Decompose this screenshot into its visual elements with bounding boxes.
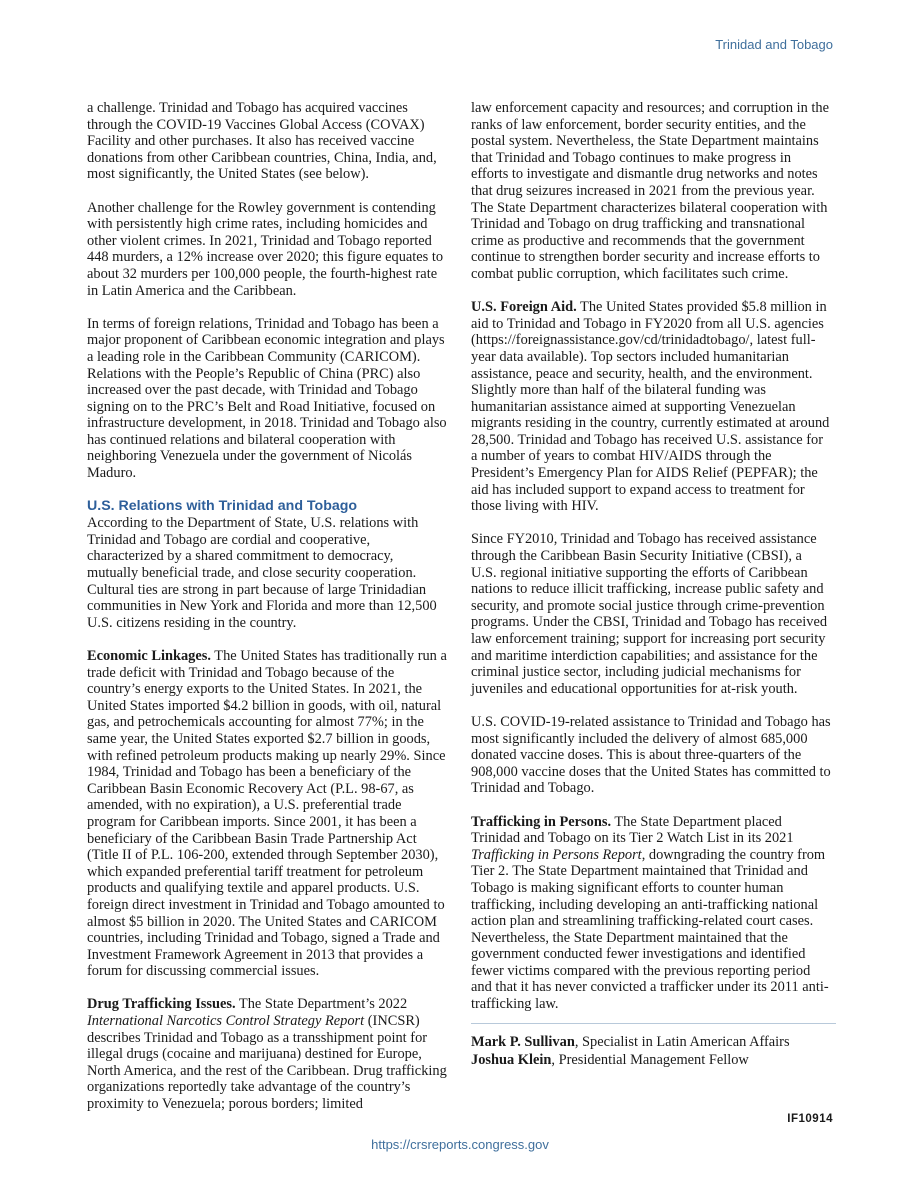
report-id: IF10914 — [787, 1113, 833, 1125]
paragraph-lead: Economic Linkages. — [87, 648, 211, 664]
paragraph-body: (INCSR) describes Trinidad and Tobago as a transshipment point for illegal drugs (cocaine and marijuana) destined for Europe, North America, and the rest of the Caribbean. Drug trafficking organizations reportedly take advantage of the country’s proximity to Venezuela; porous borders; limited — [87, 1013, 447, 1113]
paragraph-body: , downgrading the country from Tier 2. The State Department maintained that Trinidad and Tobago is making significant efforts to counter human trafficking, including developing an anti-trafficking national action plan and streamlining trafficking-related court cases. Nevertheless, the State Department maintained that the government conducted fewer investigations and identified fewer victims compared with the previous reporting period and that it has never convicted a trafficker under its 2011 anti-trafficking law. — [471, 846, 829, 1013]
right-column — [471, 100, 831, 1069]
author-name: Mark P. Sullivan — [471, 1033, 575, 1050]
paragraph: Since FY2010, Trinidad and Tobago has received assistance through the Caribbean Basin Security Initiative (CBSI), a U.S. regional initiative supporting the efforts of Caribbean nations to reduce illicit trafficking, increase public safety and security, and promote social justice through crime-prevention programs. Under the CBSI, Trinidad and Tobago has received law enforcement training; support for increasing port security and maritime interdiction capabilities; and assistance for the criminal justice sector, including judicial mechanisms for juveniles and educational opportunities for at-risk youth. — [471, 531, 828, 697]
footer-url-link[interactable]: https://crsreports.congress.gov — [371, 1137, 549, 1152]
paragraph-body: The United States provided $5.8 million in aid to Trinidad and Tobago in FY2020 from all U.S. agencies (https://foreignassistance.gov/cd/trinidadtobago/, latest full-year data available). Top sectors included humanitarian assistance, peace and security, health, and the environment. Slightly more than half of the bilateral funding was humanitarian assistance aimed at supporting Venezuelan migrants residing in the country, currently estimated at around 28,500. Trinidad and Tobago has received U.S. assistance for a number of years to combat HIV/AIDS through the President’s Emergency Plan for AIDS Relief (PEPFAR); the aid has included support to expand access to treatment for those living with HIV. — [471, 299, 830, 515]
author-block — [471, 1033, 831, 1069]
paragraph: In terms of foreign relations, Trinidad and Tobago has been a major proponent of Caribbean economic integration and plays a leading role in the Caribbean Community (CARICOM). Relations with the People’s Republic of China (PRC) also increased over the past decade, with Trinidad and Tobago signing on to the PRC’s Belt and Road Initiative, focused on infrastructure development, in 2018. Trinidad and Tobago also has continued relations and bilateral cooperation with neighboring Venezuela under the government of Nicolás Maduro. — [87, 315, 447, 482]
paragraph: U.S. COVID-19-related assistance to Trinidad and Tobago has most significantly included the delivery of almost 685,000 donated vaccine doses. This is about three-quarters of the 908,000 vaccine doses that the United States has committed to Trinidad and Tobago. — [471, 713, 831, 797]
paragraph-lead: Trafficking in Persons. — [471, 813, 612, 830]
paragraph: a challenge. Trinidad and Tobago has acquired vaccines through the COVID-19 Vaccines Global Access (COVAX) Facility and other purchases. It also has received vaccine donations from other Caribbean countries, China, India, and, most significantly, the United States (see below). — [87, 100, 437, 183]
report-title: International Narcotics Control Strategy Report — [87, 1013, 365, 1030]
section-heading: U.S. Relations with Trinidad and Tobago — [87, 498, 358, 515]
paragraph — [471, 814, 831, 1013]
paragraph — [87, 996, 447, 1112]
author-divider — [471, 1023, 836, 1024]
paragraph: law enforcement capacity and resources; and corruption in the ranks of law enforcement, border security entities, and the postal system. Nevertheless, the State Department maintains that Trinidad and Tobago continues to make progress in efforts to investigate and dismantle drug networks and notes that drug seizures increased in 2021 from the previous year. The State Department characterizes bilateral cooperation with Trinidad and Tobago on drug trafficking and transnational crime as productive and recommends that the government continue to strengthen border security and increase efforts to combat public corruption, which facilitates such crime. — [471, 100, 830, 282]
paragraph-lead: U.S. Foreign Aid. — [471, 299, 577, 316]
author-role: , Specialist in Latin American Affairs — [574, 1033, 790, 1050]
paragraph: According to the Department of State, U.S. relations with Trinidad and Tobago are cordial and cooperative, characterized by a shared commitment to democracy, mutually beneficial trade, and close security cooperation. Cultural ties are strong in part because of large Trinidadian communities in New York and Florida and more than 12,500 U.S. citizens residing in the country. — [87, 515, 437, 631]
left-column — [87, 100, 447, 1113]
paragraph-lead: Drug Trafficking Issues. — [87, 996, 236, 1013]
author-name: Joshua Klein — [471, 1051, 552, 1068]
author-line — [471, 1051, 831, 1069]
author-line — [471, 1033, 831, 1051]
paragraph-body: The State Department placed Trinidad and Tobago on its Tier 2 Watch List in its 2021 — [471, 813, 794, 847]
author-role: , Presidential Management Fellow — [551, 1051, 749, 1068]
report-title: Trafficking in Persons Report — [471, 846, 642, 863]
paragraph — [471, 299, 831, 515]
paragraph-body: The State Department’s 2022 — [235, 996, 408, 1013]
paragraph: Another challenge for the Rowley government is contending with persistently high crime rates, including homicides and other violent crimes. In 2021, Trinidad and Tobago reported 448 murders, a 12% increase over 2020; this figure equates to about 32 murders per 100,000 people, the fourth-highest rate in Latin America and the Caribbean. — [87, 199, 444, 299]
running-header-title: Trinidad and Tobago — [715, 37, 833, 52]
paragraph-body: The United States has traditionally run a trade deficit with Trinidad and Tobago because of the country’s energy exports to the United States. In 2021, the United States imported $4.2 billion in goods, with oil, natural gas, and petrochemicals accounting for almost 77%; in the same year, the United States exported $2.7 billion in goods, with refined petroleum products making up nearly 29%. Since 1984, Trinidad and Tobago has been a beneficiary of the Caribbean Basin Economic Recovery Act (P.L. 98-67, as amended, with no expiration), a U.S. preferential trade program for Caribbean imports. Since 2001, it has been a beneficiary of the Caribbean Basin Trade Partnership Act (Title II of P.L. 106-200, extended through September 2030), which expanded preferential tariff treatment for petroleum products and qualifying textile and apparel products. U.S. foreign direct investment in Trinidad and Tobago amounted to almost $5 billion in 2020. The United States and CARICOM countries, including Trinidad and Tobago, signed a Trade and Investment Framework Agreement in 2013 that provides a forum for discussing commercial issues. — [87, 648, 447, 980]
paragraph — [87, 648, 447, 980]
